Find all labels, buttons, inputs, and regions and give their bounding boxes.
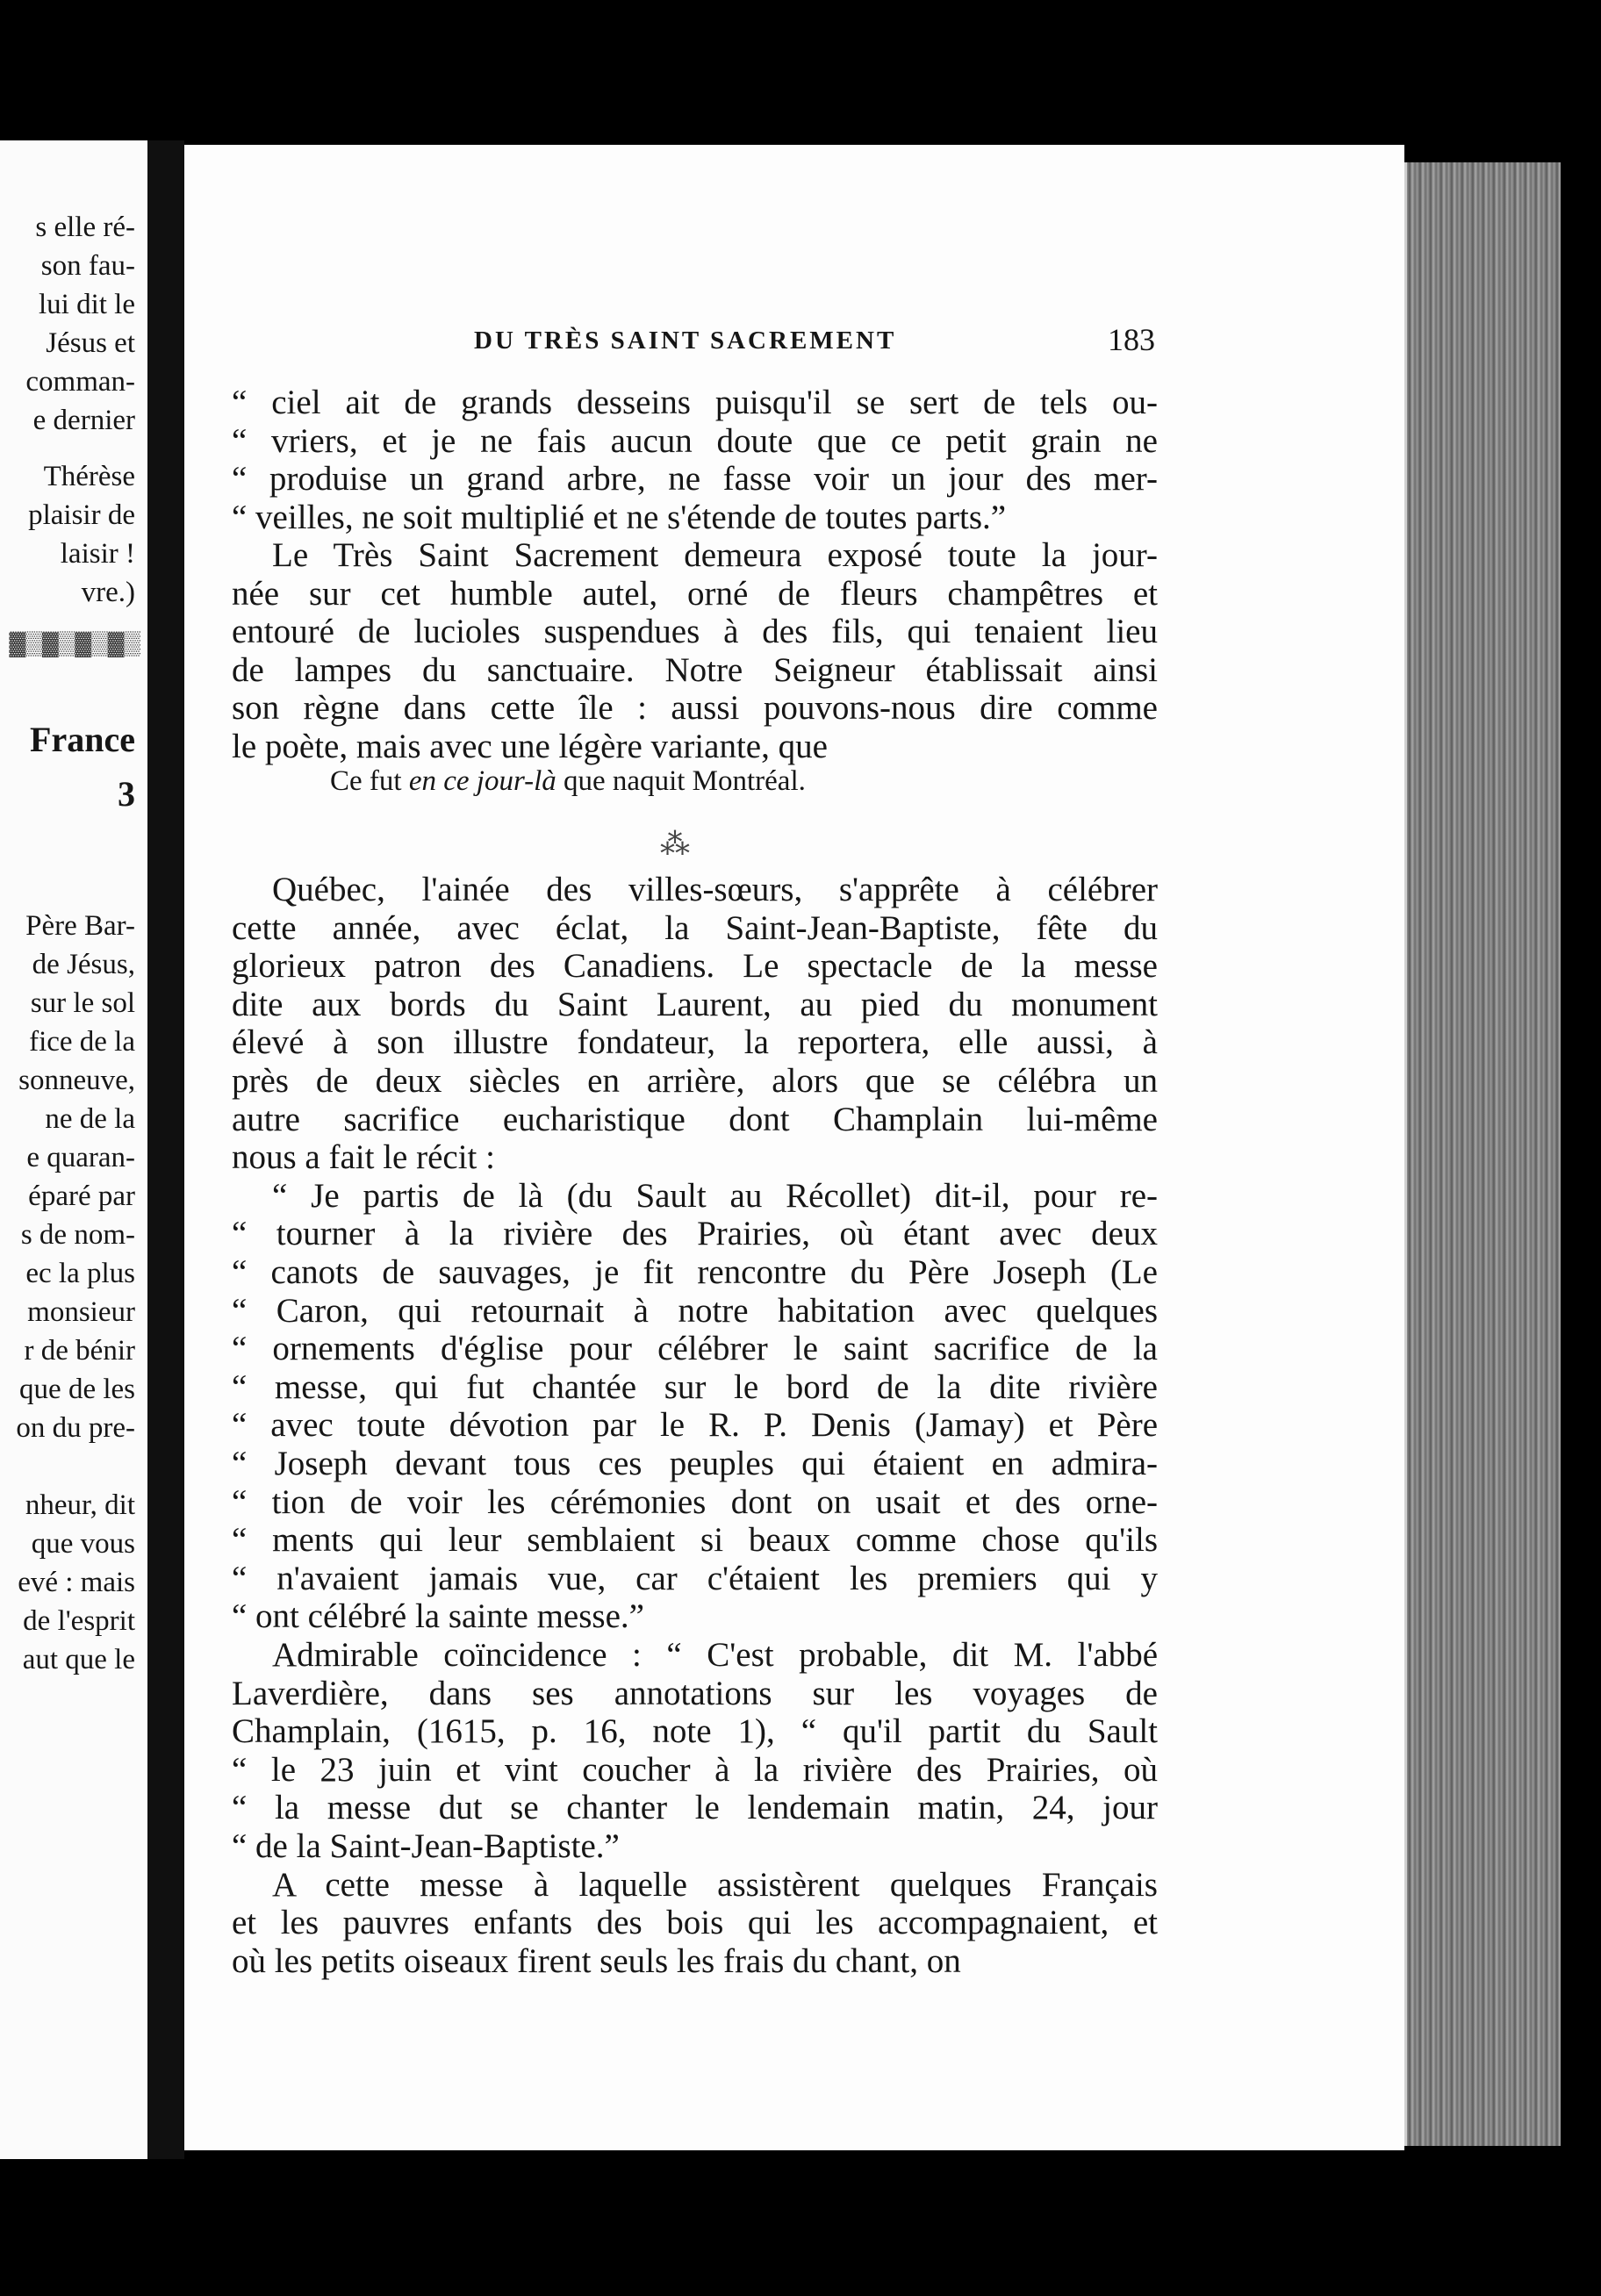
text-line: “ Je partis de là (du Sault au Récollet) dit-il, pour re-	[272, 1176, 1158, 1215]
text-line: de lampes du sanctuaire. Notre Seigneur établissait ainsi	[232, 650, 1158, 689]
left-page-fragment: que vous	[31, 1528, 135, 1560]
text-line: “ ont célébré la sainte messe.”	[232, 1597, 644, 1636]
left-page-fragment: sonneuve,	[18, 1065, 135, 1096]
running-title: DU TRÈS SAINT SACREMENT	[474, 326, 897, 355]
text-line: Québec, l'ainée des villes-sœurs, s'apprête à célébrer	[272, 871, 1158, 908]
text-line: “ ciel ait de grands desseins puisqu'il se sert de tels ou-	[232, 384, 1158, 421]
text-line: “ ments qui leur semblaient si beaux comme chose qu'ils	[232, 1521, 1158, 1560]
text-line: dite aux bords du Saint Laurent, au pied du monument	[232, 985, 1158, 1023]
text-line: “ Joseph devant tous ces peuples qui étaient en admira-	[232, 1445, 1158, 1482]
text-line: “ la messe dut se chanter le lendemain matin, 24, jour	[232, 1789, 1158, 1827]
text-line: élevé à son illustre fondateur, la reportera, elle aussi, à	[232, 1023, 1158, 1062]
text-line: le poète, mais avec une légère variante, que	[232, 727, 828, 765]
text-line: Laverdière, dans ses annotations sur les voyages de	[232, 1674, 1158, 1712]
previous-page-fragment	[0, 140, 149, 2159]
left-page-fragment: ne de la	[45, 1103, 135, 1135]
text-line: “ canots de sauvages, je fit rencontre du Père Joseph (Le	[232, 1253, 1158, 1291]
left-page-fragment: fice de la	[29, 1026, 135, 1058]
left-page-fragment: de l'esprit	[23, 1605, 135, 1637]
text-line: “ produise un grand arbre, ne fasse voir un jour des mer-	[232, 460, 1158, 498]
text-line: “ messe, qui fut chantée sur le bord de la dite rivière	[232, 1367, 1158, 1406]
text-line: née sur cet humble autel, orné de fleurs champêtres et	[232, 574, 1158, 613]
text-line: “ vriers, et je ne fais aucun doute que ce petit grain ne	[232, 421, 1158, 460]
left-page-fragment: que de les	[19, 1374, 135, 1405]
left-page-fragment: France	[30, 720, 135, 759]
left-page-fragment: Père Bar-	[25, 910, 135, 942]
left-page-fragment: Thérèse	[43, 461, 135, 492]
left-page-fragment: éparé par	[28, 1180, 135, 1212]
left-page-fragment: son fau-	[40, 250, 135, 282]
left-page-fragment: monsieur	[27, 1296, 135, 1328]
page-number: 183	[1108, 322, 1155, 357]
verse-before: Ce fut	[330, 765, 409, 797]
page-stack-edge	[1404, 162, 1561, 2146]
text-line: autre sacrifice eucharistique dont Champlain lui-même	[232, 1100, 1158, 1138]
left-page-fragment: plaisir de	[28, 499, 135, 531]
verse-after: que naquit Montréal.	[556, 765, 806, 797]
text-line: Le Très Saint Sacrement demeura exposé toute la jour-	[272, 536, 1158, 574]
text-line: “ le 23 juin et vint coucher à la rivière des Prairies, où	[232, 1750, 1158, 1789]
text-line: “ n'avaient jamais vue, car c'étaient les premiers qui y	[232, 1559, 1158, 1597]
ornament-rule: ▓▒▓▒▓▒▓▒	[9, 630, 140, 656]
left-page-fragment: r de bénir	[24, 1335, 135, 1367]
left-page-fragment: s de nom-	[20, 1219, 135, 1251]
text-line: “ tion de voir les cérémonies dont on usait et des orne-	[232, 1482, 1158, 1521]
text-line: et les pauvres enfants des bois qui les accompagnaient, et	[232, 1904, 1158, 1942]
text-line: près de deux siècles en arrière, alors que se célébra un	[232, 1062, 1158, 1100]
left-page-fragment: ec la plus	[25, 1258, 135, 1289]
section-asterism: ⁂	[660, 829, 688, 861]
text-line: entouré de lucioles suspendues à des fils, qui tenaient lieu	[232, 613, 1158, 650]
text-line: “ ornements d'église pour célébrer le saint sacrifice de la	[232, 1330, 1158, 1368]
text-line: “ tourner à la rivière des Prairies, où étant avec deux	[232, 1215, 1158, 1253]
left-page-fragment: e quaran-	[26, 1142, 135, 1173]
left-page-fragment: nheur, dit	[25, 1489, 135, 1521]
left-page-fragment: Jésus et	[46, 327, 135, 359]
left-page-fragment: laisir !	[60, 538, 135, 570]
book-gutter	[147, 140, 184, 2159]
left-page-fragment: sur le sol	[30, 987, 135, 1019]
verse-quote	[330, 765, 806, 798]
text-line: cette année, avec éclat, la Saint-Jean-Baptiste, fête du	[232, 908, 1158, 947]
text-line: “ Caron, qui retournait à notre habitation avec quelques	[232, 1291, 1158, 1330]
text-line: nous a fait le récit :	[232, 1138, 495, 1177]
left-page-fragment: evé : mais	[18, 1567, 135, 1598]
text-line: Champlain, (1615, p. 16, note 1), “ qu'il partit du Sault	[232, 1712, 1158, 1751]
text-line: “ veilles, ne soit multiplié et ne s'étende de toutes parts.”	[232, 498, 1007, 536]
left-page-fragment: vre.)	[81, 577, 135, 608]
text-line: Admirable coïncidence : “ C'est probable, dit M. l'abbé	[272, 1636, 1158, 1674]
left-page-fragment: comman-	[25, 366, 135, 398]
left-page-fragment: e dernier	[32, 405, 135, 436]
verse-italic: en ce jour-là	[408, 765, 556, 797]
left-page-fragment: 3	[118, 774, 135, 814]
text-line: “ avec toute dévotion par le R. P. Denis (Jamay) et Père	[232, 1406, 1158, 1445]
text-line: A cette messe à laquelle assistèrent quelques Français	[272, 1865, 1158, 1904]
text-line: glorieux patron des Canadiens. Le spectacle de la messe	[232, 947, 1158, 986]
left-page-fragment: aut que le	[22, 1644, 135, 1675]
left-page-fragment: on du pre-	[16, 1412, 135, 1444]
text-line: son règne dans cette île : aussi pouvons-nous dire comme	[232, 689, 1158, 727]
left-page-fragment: s elle ré-	[35, 212, 135, 243]
text-line: où les petits oiseaux firent seuls les frais du chant, on	[232, 1941, 961, 1980]
left-page-fragment: de Jésus,	[32, 949, 135, 980]
text-line: “ de la Saint-Jean-Baptiste.”	[232, 1827, 620, 1865]
left-page-fragment: lui dit le	[39, 289, 135, 320]
